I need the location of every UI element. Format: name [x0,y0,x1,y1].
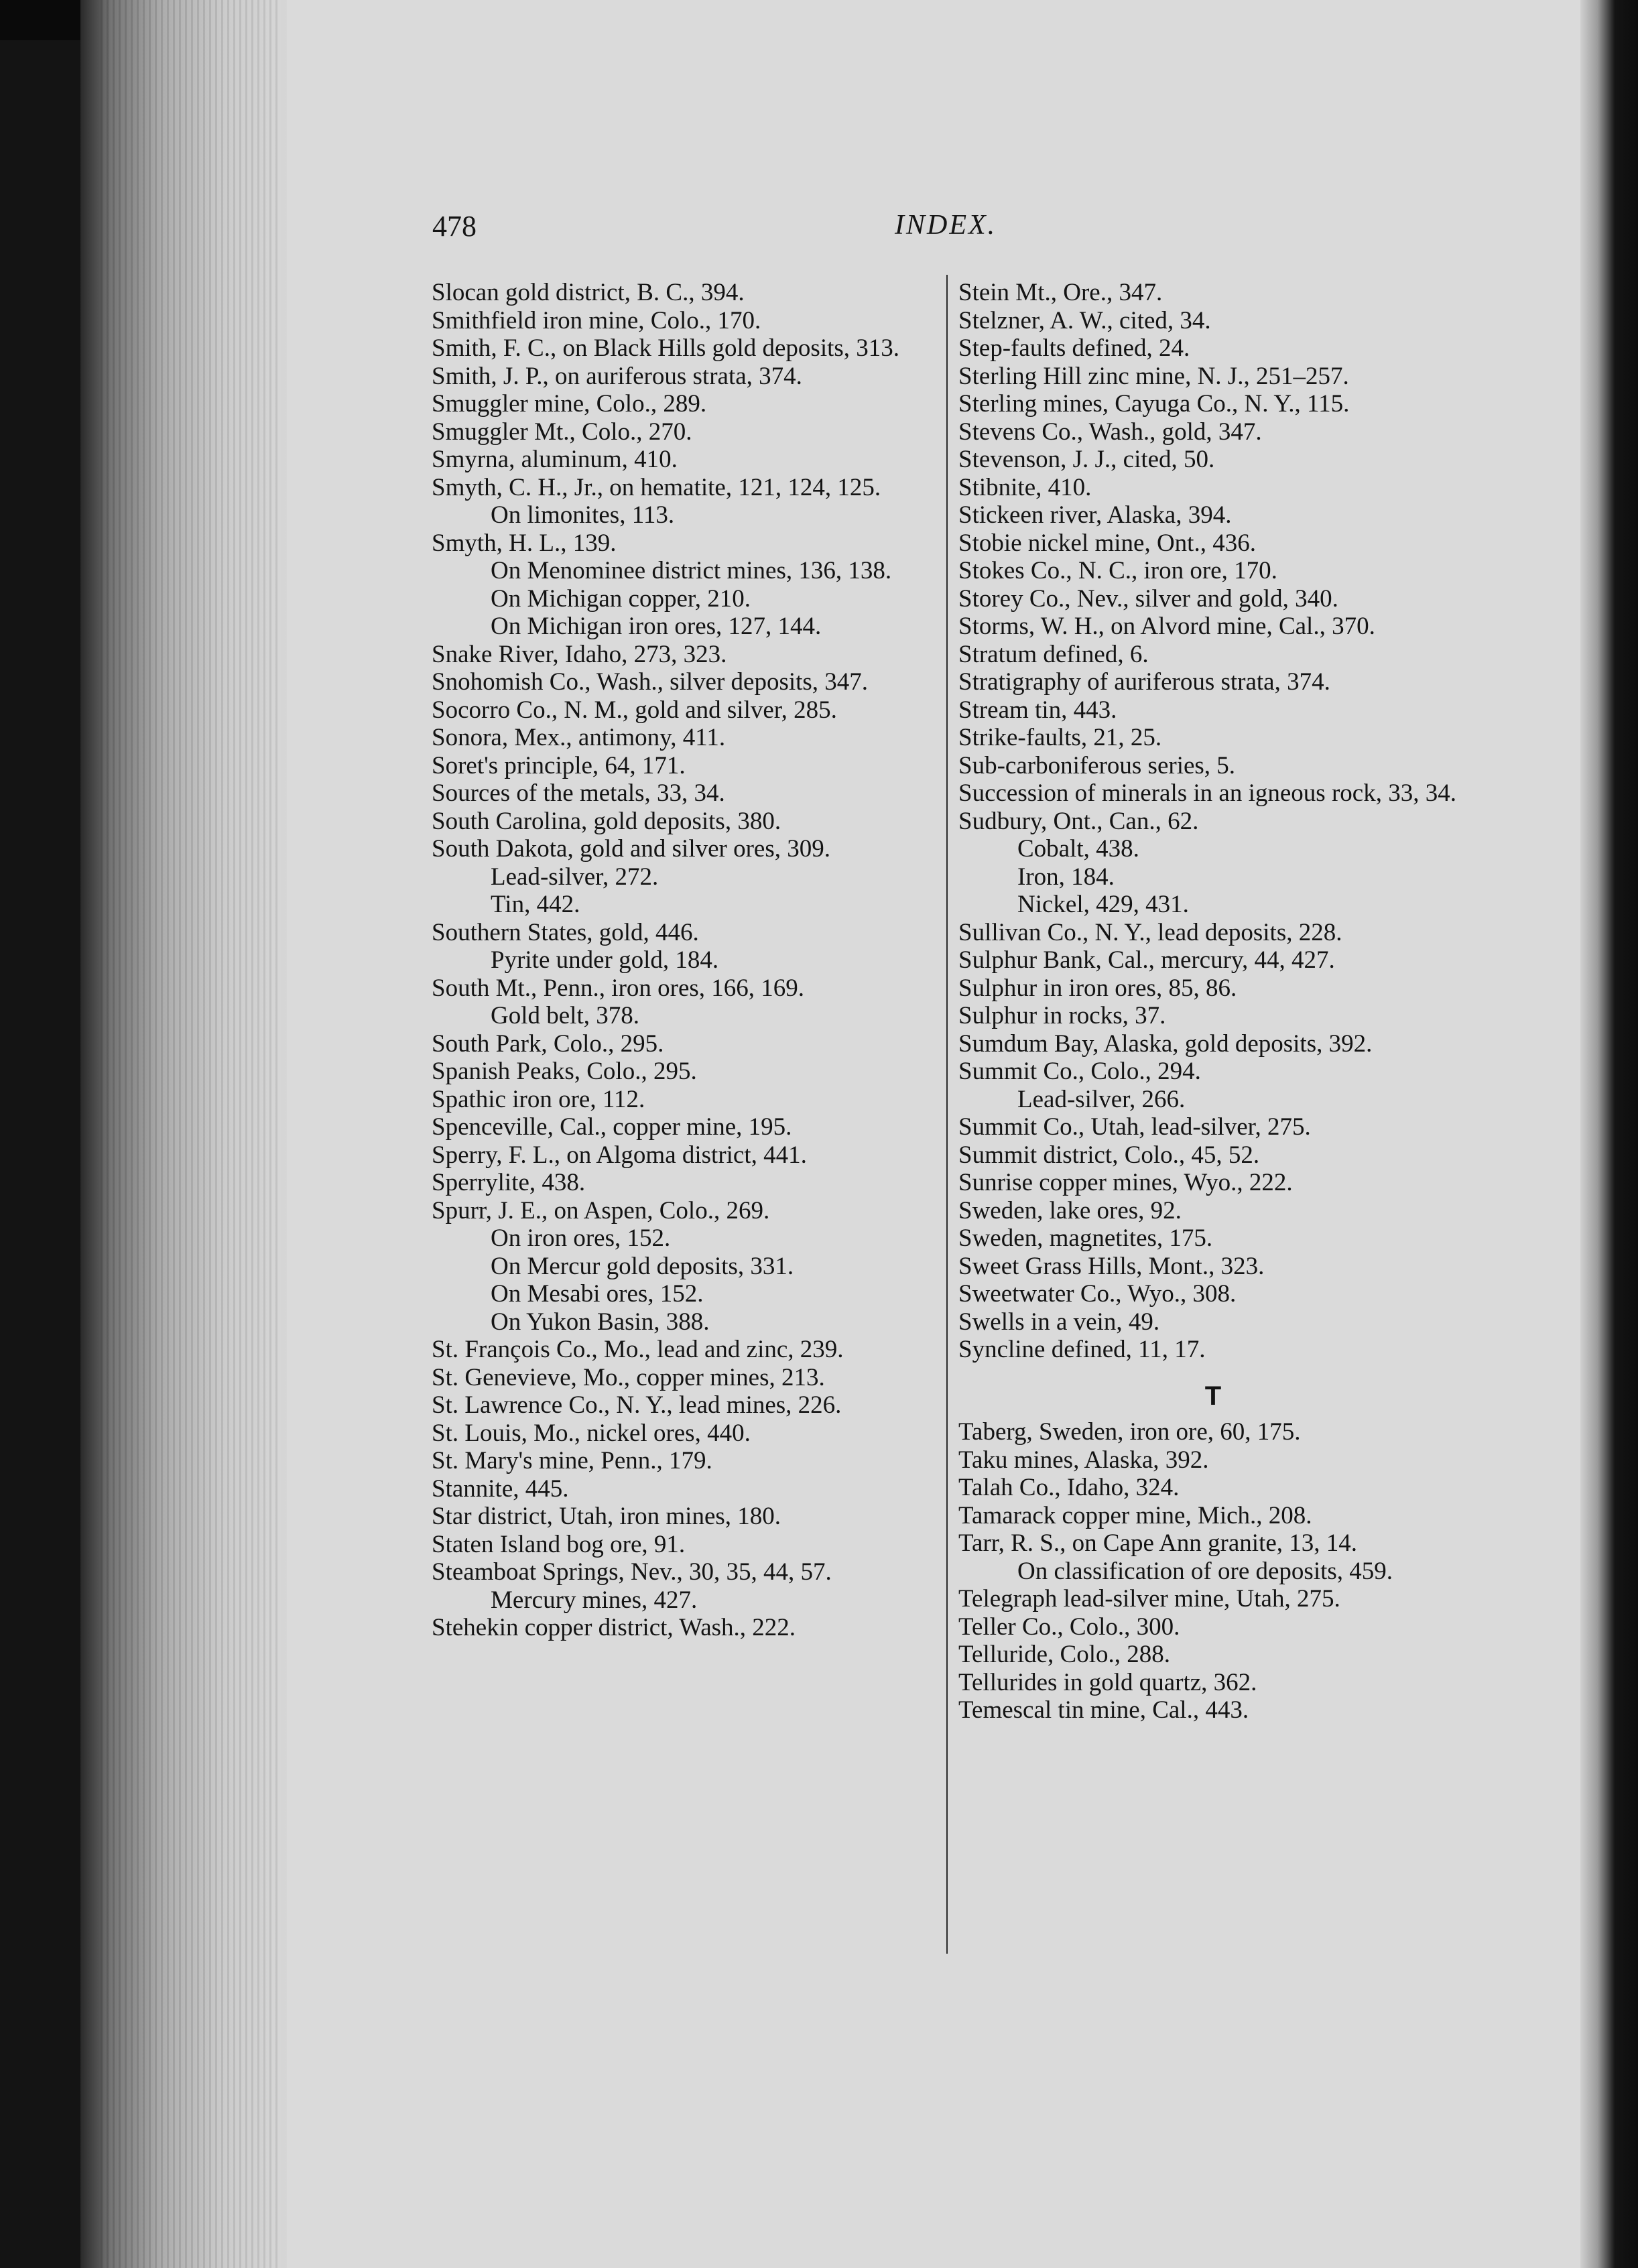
index-entry: Summit Co., Utah, lead-silver, 275. [958,1113,1311,1141]
index-subentry: Pyrite under gold, 184. [491,946,719,974]
index-entry: Stehekin copper district, Wash., 222. [432,1614,796,1641]
index-entry: Sonora, Mex., antimony, 411. [432,724,726,751]
column-divider [946,275,948,1954]
index-subentry: Nickel, 429, 431. [1017,891,1189,918]
index-entry: Storms, W. H., on Alvord mine, Cal., 370. [958,613,1375,640]
page-number: 478 [432,210,477,243]
index-subentry: Lead-silver, 272. [491,863,659,891]
index-subentry: Iron, 184. [1017,863,1115,891]
index-entry: Sperrylite, 438. [432,1169,586,1196]
index-entry: Sweden, magnetites, 175. [958,1224,1213,1252]
index-entry: Sulphur in rocks, 37. [958,1002,1166,1029]
index-entry: Stevenson, J. J., cited, 50. [958,446,1215,473]
index-entry: Stokes Co., N. C., iron ore, 170. [958,557,1277,584]
index-entry: Stickeen river, Alaska, 394. [958,501,1232,529]
index-entry: Sumdum Bay, Alaska, gold deposits, 392. [958,1029,1373,1058]
right-page-edge [1580,0,1638,2268]
index-section-s-continued [958,279,1468,1364]
index-entry: Snohomish Co., Wash., silver deposits, 347. [432,668,869,696]
index-entry: Sterling Hill zinc mine, N. J., 251–257. [958,362,1349,390]
index-entry: Storey Co., Nev., silver and gold, 340. [958,584,1338,613]
index-entry: St. Genevieve, Mo., copper mines, 213. [432,1363,825,1391]
index-entry: Taku mines, Alaska, 392. [958,1446,1209,1474]
index-entry: South Park, Colo., 295. [432,1029,664,1058]
index-entry: Strike-faults, 21, 25. [958,724,1162,751]
index-entry: Smithfield iron mine, Colo., 170. [432,306,761,334]
index-entry: Spurr, J. E., on Aspen, Colo., 269. [432,1196,770,1224]
index-entry: Syncline defined, 11, 17. [958,1336,1206,1363]
index-entry: Steamboat Springs, Nev., 30, 35, 44, 57. [432,1558,832,1586]
index-entry: Smith, F. C., on Black Hills gold deposits, 313. [432,334,900,362]
index-entry: Spathic iron ore, 112. [432,1085,645,1113]
index-entry: Summit district, Colo., 45, 52. [958,1141,1260,1169]
index-subentry: On Mercur gold deposits, 331. [491,1252,794,1280]
index-entry: Sunrise copper mines, Wyo., 222. [958,1169,1293,1196]
index-entry: Sweetwater Co., Wyo., 308. [958,1280,1237,1308]
index-entry: Snake River, Idaho, 273, 323. [432,640,727,668]
index-entry: Temescal tin mine, Cal., 443. [958,1696,1249,1724]
index-subentry: On Menominee district mines, 136, 138. [491,557,892,584]
index-entry: Spenceville, Cal., copper mine, 195. [432,1113,792,1141]
index-entry: Sulphur in iron ores, 85, 86. [958,974,1237,1002]
index-entry: Stratigraphy of auriferous strata, 374. [958,668,1330,696]
index-entry: Stratum defined, 6. [958,640,1149,668]
index-entry: St. Louis, Mo., nickel ores, 440. [432,1419,751,1447]
index-subentry: On Mesabi ores, 152. [491,1280,704,1308]
index-entry: Telegraph lead-silver mine, Utah, 275. [958,1585,1340,1613]
index-entry: Spanish Peaks, Colo., 295. [432,1058,697,1085]
index-subentry: On classification of ore deposits, 459. [1017,1557,1393,1585]
index-subentry: Mercury mines, 427. [491,1586,698,1614]
section-letter: T [1204,1381,1222,1411]
page-edges [101,0,281,2268]
index-entry: St. Mary's mine, Penn., 179. [432,1447,712,1474]
index-entry: Stelzner, A. W., cited, 34. [958,306,1211,334]
running-head: INDEX. [895,210,997,241]
index-entry: Sweet Grass Hills, Mont., 323. [958,1252,1265,1280]
index-entry: Smuggler mine, Colo., 289. [432,390,707,418]
index-subentry: On iron ores, 152. [491,1224,671,1252]
index-entry: Succession of minerals in an igneous rock, 33, 34. [958,779,1456,807]
index-entry: Sperry, F. L., on Algoma district, 441. [432,1141,807,1169]
index-entry: Smyth, H. L., 139. [432,529,617,557]
index-entry: Southern States, gold, 446. [432,918,699,946]
index-entry: Stannite, 445. [432,1474,569,1503]
index-entry: Taberg, Sweden, iron ore, 60, 175. [958,1418,1301,1446]
index-entry: Stibnite, 410. [958,473,1092,501]
index-entry: Star district, Utah, iron mines, 180. [432,1503,781,1530]
index-entry: Slocan gold district, B. C., 394. [432,279,745,306]
index-subentry: Tin, 442. [491,891,580,918]
index-entry: Stobie nickel mine, Ont., 436. [958,529,1256,557]
index-entry: Talah Co., Idaho, 324. [958,1474,1180,1501]
index-entry: Step-faults defined, 24. [958,334,1190,362]
index-entry: Sullivan Co., N. Y., lead deposits, 228. [958,918,1342,946]
index-entry: Swells in a vein, 49. [958,1308,1160,1336]
index-entry: South Carolina, gold deposits, 380. [432,807,781,835]
index-entry: Stevens Co., Wash., gold, 347. [958,418,1262,446]
index-entry: Sweden, lake ores, 92. [958,1196,1182,1224]
index-entry: South Mt., Penn., iron ores, 166, 169. [432,974,805,1002]
index-entry: Tellurides in gold quartz, 362. [958,1668,1257,1696]
index-entry: Summit Co., Colo., 294. [958,1058,1201,1085]
index-subentry: Lead-silver, 266. [1017,1085,1186,1113]
index-subentry: On Michigan iron ores, 127, 144. [491,613,822,640]
index-subentry: On Yukon Basin, 388. [491,1308,710,1336]
index-entry: Sudbury, Ont., Can., 62. [958,807,1199,835]
index-subentry: Cobalt, 438. [1017,835,1139,863]
index-entry: Smith, J. P., on auriferous strata, 374. [432,362,802,390]
index-entry: Sub-carboniferous series, 5. [958,751,1236,779]
index-entry: Tamarack copper mine, Mich., 208. [958,1501,1312,1529]
page-header [432,209,1324,249]
index-entry: Sterling mines, Cayuga Co., N. Y., 115. [958,390,1350,418]
index-entry: Stream tin, 443. [958,696,1117,724]
index-entry: Smyth, C. H., Jr., on hematite, 121, 124, 125. [432,473,881,501]
index-entry: South Dakota, gold and silver ores, 309. [432,835,830,863]
index-subentry: On Michigan copper, 210. [491,584,751,613]
index-entry: Soret's principle, 64, 171. [432,751,686,779]
index-entry: Staten Island bog ore, 91. [432,1530,686,1558]
index-section-t [958,1418,1468,1724]
index-entry: Teller Co., Colo., 300. [958,1613,1180,1641]
index-subentry: On limonites, 113. [491,501,675,529]
index-entry: Stein Mt., Ore., 347. [958,279,1163,306]
index-entry: St. François Co., Mo., lead and zinc, 239. [432,1336,844,1363]
index-entry: Sources of the metals, 33, 34. [432,779,725,807]
index-column-right [958,279,1468,1724]
index-entry: St. Lawrence Co., N. Y., lead mines, 226. [432,1391,842,1419]
index-subentry: Gold belt, 378. [491,1002,639,1029]
index-entry: Smuggler Mt., Colo., 270. [432,418,692,446]
index-entry: Socorro Co., N. M., gold and silver, 285. [432,696,837,724]
index-column-left [432,279,941,1642]
index-entry: Telluride, Colo., 288. [958,1641,1170,1668]
index-entry: Sulphur Bank, Cal., mercury, 44, 427. [958,946,1335,974]
index-entry: Tarr, R. S., on Cape Ann granite, 13, 14. [958,1529,1358,1557]
index-entry: Smyrna, aluminum, 410. [432,446,678,473]
